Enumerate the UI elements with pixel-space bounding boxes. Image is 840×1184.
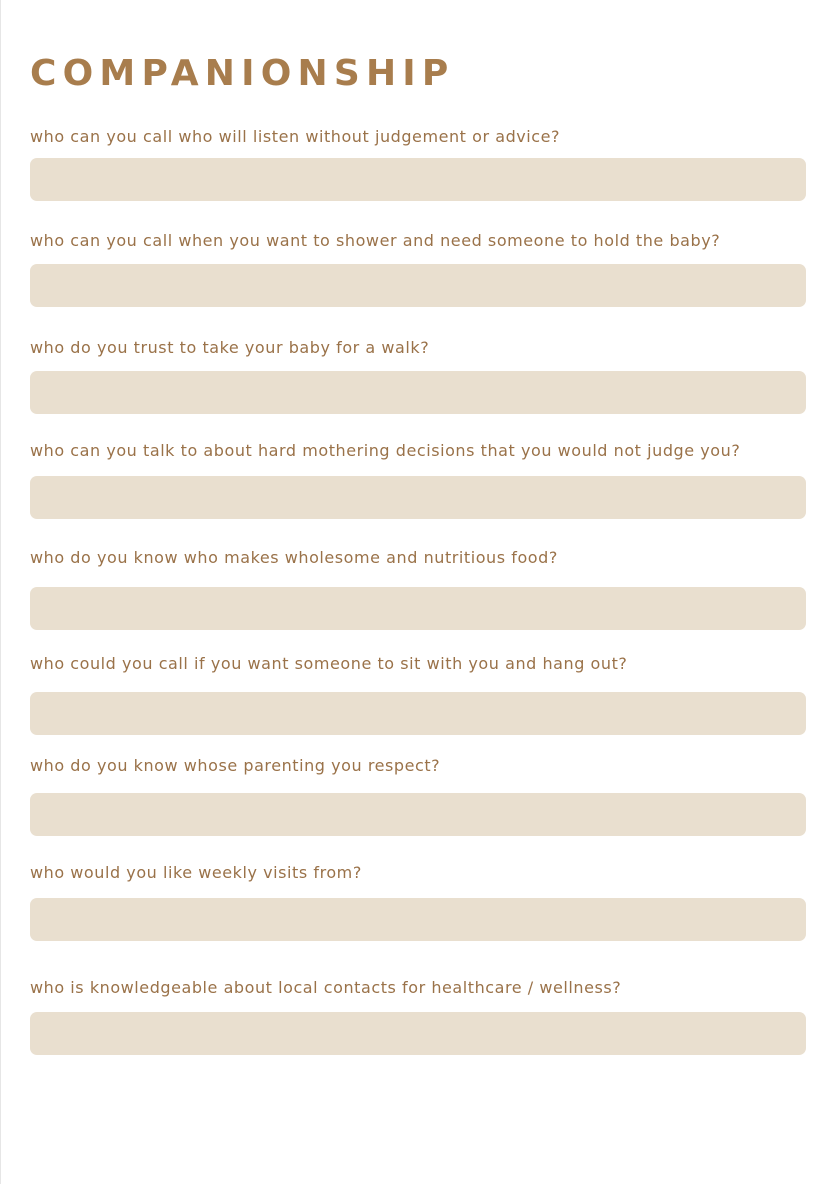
question-9-label: who is knowledgeable about local contacts for healthcare / wellness? xyxy=(30,978,622,997)
question-7-answer-field[interactable] xyxy=(30,793,806,836)
question-1-label: who can you call who will listen without judgement or advice? xyxy=(30,127,561,146)
question-8-answer-field[interactable] xyxy=(30,898,806,941)
question-3-answer-field[interactable] xyxy=(30,371,806,414)
question-8-label: who would you like weekly visits from? xyxy=(30,863,362,882)
page-edge xyxy=(0,0,1,1184)
question-6-answer-field[interactable] xyxy=(30,692,806,735)
question-2-answer-field[interactable] xyxy=(30,264,806,307)
question-3-label: who do you trust to take your baby for a walk? xyxy=(30,338,430,357)
question-5-answer-field[interactable] xyxy=(30,587,806,630)
question-4-answer-field[interactable] xyxy=(30,476,806,519)
question-2-label: who can you call when you want to shower and need someone to hold the baby? xyxy=(30,231,721,250)
question-6-label: who could you call if you want someone to sit with you and hang out? xyxy=(30,654,628,673)
question-7-label: who do you know whose parenting you respect? xyxy=(30,756,441,775)
question-9-answer-field[interactable] xyxy=(30,1012,806,1055)
page-title: COMPANIONSHIP xyxy=(30,53,455,94)
question-1-answer-field[interactable] xyxy=(30,158,806,201)
question-4-label: who can you talk to about hard mothering decisions that you would not judge you? xyxy=(30,441,741,460)
question-5-label: who do you know who makes wholesome and nutritious food? xyxy=(30,548,558,567)
